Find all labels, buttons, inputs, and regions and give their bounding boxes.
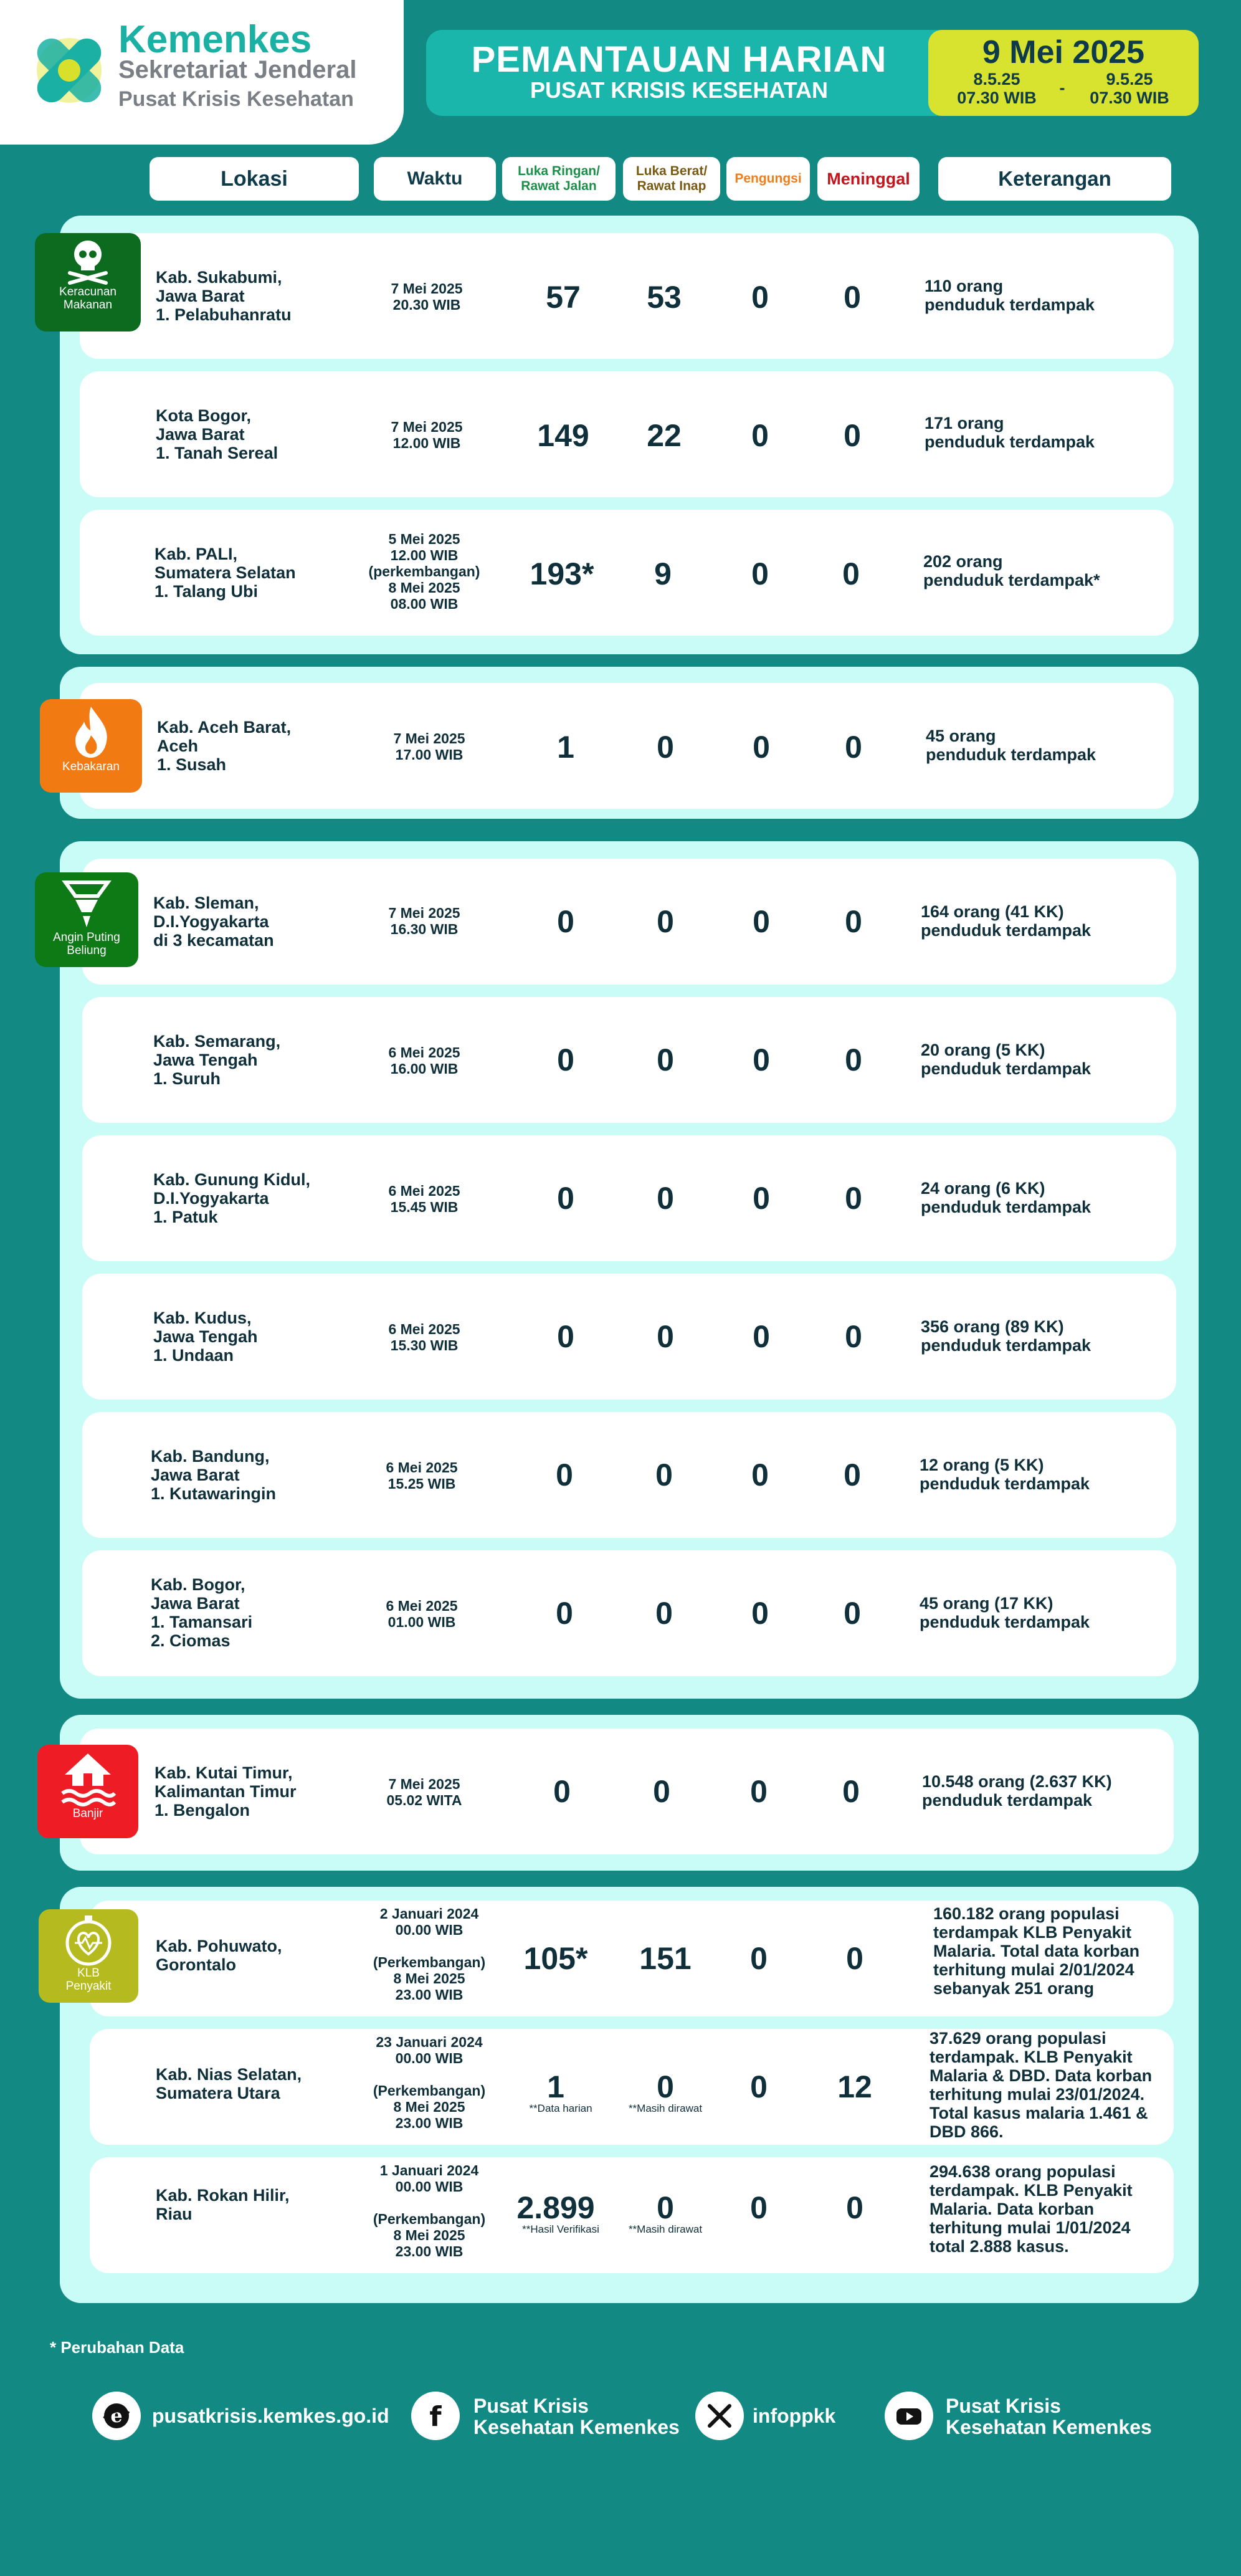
website-icon[interactable] [92, 2392, 141, 2440]
row-time: 7 Mei 2025 16.30 WIB [388, 905, 460, 937]
category-label: Keracunan Makanan [59, 285, 116, 312]
row-time: 7 Mei 2025 17.00 WIB [393, 730, 465, 763]
row-pengungsi: 0 [753, 1181, 770, 1216]
header-luka-berat: Luka Berat/ Rawat Inap [623, 157, 720, 201]
row-luka-ringan: 193* [530, 556, 594, 591]
row-luka-ringan: 1 [557, 730, 574, 765]
row-meninggal: 0 [845, 1042, 862, 1077]
row-keterangan: 45 orang penduduk terdampak [926, 727, 1096, 764]
row-meninggal: 0 [844, 1457, 861, 1492]
row-meninggal: 0 [845, 730, 862, 765]
row-location: Kota Bogor, Jawa Barat 1. Tanah Sereal [156, 406, 278, 462]
row-luka-ringan-note: **Data harian [529, 2102, 592, 2114]
row-luka-ringan: 0 [556, 1596, 573, 1631]
row-keterangan: 171 orang penduduk terdampak [925, 414, 1095, 451]
row-location: Kab. Semarang, Jawa Tengah 1. Suruh [153, 1032, 281, 1088]
row-location: Kab. Kudus, Jawa Tengah 1. Undaan [153, 1309, 258, 1365]
category-klb-penyakit [39, 1909, 138, 2003]
report-date: 9 Mei 2025 [982, 34, 1145, 70]
brand-name: Kemenkes [118, 18, 312, 61]
row-keterangan: 164 orang (41 KK) penduduk terdampak [921, 902, 1091, 940]
row-pengungsi: 0 [751, 280, 769, 315]
row-meninggal: 0 [846, 1941, 863, 1976]
row-luka-ringan: 0 [557, 1042, 574, 1077]
flood-house-icon [60, 1750, 116, 1807]
header-meninggal: Meninggal [817, 157, 920, 201]
row-luka-berat: 0 [657, 2069, 674, 2104]
row-pengungsi: 0 [753, 1042, 770, 1077]
row-luka-ringan: 0 [557, 1181, 574, 1216]
row-pengungsi: 0 [753, 1319, 770, 1354]
row-luka-berat: 0 [657, 1042, 674, 1077]
svg-text:f: f [429, 2401, 442, 2432]
footer-youtube-link[interactable]: Pusat Krisis Kesehatan Kemenkes [946, 2395, 1152, 2438]
page-title: PEMANTAUAN HARIAN [471, 39, 887, 80]
row-luka-ringan: 149 [537, 418, 589, 453]
row-pengungsi: 0 [751, 556, 769, 591]
row-meninggal: 0 [845, 1181, 862, 1216]
row-pengungsi: 0 [751, 1457, 769, 1492]
row-luka-berat: 0 [657, 730, 674, 765]
row-keterangan: 294.638 orang populasi terdampak. KLB Penyakit Malaria. Data korban terhitung mulai 1/01/2024 total 2.888 kasus. [930, 2162, 1133, 2256]
row-time: 7 Mei 2025 20.30 WIB [391, 280, 463, 313]
row-luka-ringan: 0 [557, 1319, 574, 1354]
row-time: 23 Januari 2024 00.00 WIB (Perkembangan) 8 Mei 2025 23.00 WIB [373, 2034, 486, 2131]
row-luka-ringan: 0 [556, 1457, 573, 1492]
x-icon[interactable] [695, 2392, 744, 2440]
row-luka-ringan: 2.899 [516, 2190, 595, 2225]
row-meninggal: 0 [842, 1774, 860, 1809]
category-label: KLB Penyakit [65, 1967, 112, 1993]
row-time: 5 Mei 2025 12.00 WIB (perkembangan) 8 Mei 2025 08.00 WIB [368, 531, 480, 612]
row-meninggal: 0 [842, 556, 860, 591]
row-location: Kab. Bandung, Jawa Barat 1. Kutawaringin [151, 1447, 277, 1503]
footer-facebook-link[interactable]: Pusat Krisis Kesehatan Kemenkes [473, 2395, 680, 2438]
row-luka-berat: 53 [647, 280, 682, 315]
row-location: Kab. Aceh Barat, Aceh 1. Susah [157, 718, 292, 774]
row-time: 6 Mei 2025 16.00 WIB [388, 1044, 460, 1077]
header-pengungsi: Pengungsi [726, 157, 810, 201]
row-meninggal: 0 [844, 280, 861, 315]
row-time: 6 Mei 2025 15.30 WIB [388, 1321, 460, 1353]
row-keterangan: 160.182 orang populasi terdampak KLB Penyakit Malaria. Total data korban terhitung mulai 2/01/2024 sebanyak 251 orang [933, 1904, 1140, 1998]
row-meninggal: 12 [837, 2069, 872, 2104]
row-time: 7 Mei 2025 12.00 WIB [391, 419, 463, 451]
row-luka-berat: 0 [657, 2190, 674, 2225]
tornado-icon [62, 877, 112, 931]
row-luka-berat: 0 [655, 1596, 673, 1631]
row-keterangan: 110 orang penduduk terdampak [925, 277, 1095, 314]
row-keterangan: 10.548 orang (2.637 KK) penduduk terdampak [922, 1772, 1112, 1810]
row-time: 6 Mei 2025 15.45 WIB [388, 1183, 460, 1215]
footnote: * Perubahan Data [50, 2338, 184, 2357]
row-location: Kab. Pohuwato, Gorontalo [156, 1937, 282, 1974]
header-luka-ringan: Luka Ringan/ Rawat Jalan [502, 157, 616, 201]
row-luka-berat: 9 [654, 556, 672, 591]
header-keterangan: Keterangan [938, 157, 1171, 201]
row-luka-berat: 22 [647, 418, 682, 453]
row-keterangan: 37.629 orang populasi terdampak. KLB Penyakit Malaria & DBD. Data korban terhitung mulai 23/01/2024. Total kasus malaria 1.461 & DBD 866. [930, 2029, 1153, 2141]
svg-text:e: e [110, 2405, 123, 2427]
row-luka-ringan: 1 [547, 2069, 564, 2104]
kemenkes-logo-icon [22, 24, 116, 117]
category-label: Angin Puting Beliung [53, 931, 120, 957]
row-meninggal: 0 [845, 1319, 862, 1354]
category-kebakaran [40, 699, 142, 793]
footer-x-link[interactable]: infoppkk [753, 2405, 836, 2427]
category-angin-puting-beliung [35, 872, 138, 967]
row-pengungsi: 0 [750, 2190, 768, 2225]
row-luka-berat-note: **Masih dirawat [628, 2223, 703, 2235]
row-pengungsi: 0 [750, 2069, 768, 2104]
row-location: Kab. Sukabumi, Jawa Barat 1. Pelabuhanratu [156, 268, 292, 324]
row-luka-ringan-note: **Hasil Verifikasi [522, 2223, 599, 2235]
row-keterangan: 45 orang (17 KK) penduduk terdampak [920, 1594, 1090, 1631]
date-from: 8.5.25 07.30 WIB [957, 70, 1037, 107]
date-separator: - [1059, 79, 1065, 97]
row-pengungsi: 0 [753, 904, 770, 939]
row-meninggal: 0 [845, 904, 862, 939]
category-keracunan-makanan [35, 233, 141, 332]
row-meninggal: 0 [844, 418, 861, 453]
footer-website-link[interactable]: pusatkrisis.kemkes.go.id [152, 2405, 389, 2427]
row-pengungsi: 0 [751, 418, 769, 453]
category-label: Kebakaran [62, 760, 120, 773]
category-label: Banjir [72, 1807, 103, 1820]
row-time: 6 Mei 2025 01.00 WIB [386, 1598, 458, 1630]
row-keterangan: 202 orang penduduk terdampak* [923, 552, 1100, 589]
row-pengungsi: 0 [751, 1596, 769, 1631]
header-lokasi: Lokasi [150, 157, 359, 201]
row-location: Kab. Bogor, Jawa Barat 1. Tamansari 2. Ciomas [151, 1575, 253, 1650]
row-keterangan: 356 orang (89 KK) penduduk terdampak [921, 1317, 1091, 1355]
row-pengungsi: 0 [750, 1941, 768, 1976]
row-pengungsi: 0 [750, 1774, 768, 1809]
row-meninggal: 0 [846, 2190, 863, 2225]
date-to: 9.5.25 07.30 WIB [1090, 70, 1169, 107]
row-luka-berat: 0 [657, 904, 674, 939]
row-location: Kab. Sleman, D.I.Yogyakarta di 3 kecamatan [153, 894, 274, 950]
row-luka-berat: 0 [653, 1774, 670, 1809]
row-luka-berat-note: **Masih dirawat [628, 2102, 703, 2114]
page-subtitle: PUSAT KRISIS KESEHATAN [530, 77, 829, 103]
row-luka-ringan: 57 [546, 280, 581, 315]
brand-subtitle-2: Pusat Krisis Kesehatan [118, 87, 354, 111]
row-luka-berat: 151 [639, 1941, 692, 1976]
row-luka-ringan: 0 [557, 904, 574, 939]
facebook-icon[interactable] [411, 2392, 460, 2440]
row-luka-ringan: 105* [523, 1941, 588, 1976]
row-pengungsi: 0 [753, 730, 770, 765]
row-luka-berat: 0 [657, 1181, 674, 1216]
row-luka-berat: 0 [655, 1457, 673, 1492]
row-keterangan: 20 orang (5 KK) penduduk terdampak [921, 1041, 1091, 1078]
row-location: Kab. Nias Selatan, Sumatera Utara [156, 2065, 302, 2102]
heart-monitor-icon [64, 1914, 113, 1967]
youtube-icon[interactable] [885, 2392, 933, 2440]
row-location: Kab. Rokan Hilir, Riau [156, 2186, 290, 2223]
row-location: Kab. PALI, Sumatera Selatan 1. Talang Ubi [155, 545, 296, 601]
skull-icon [66, 238, 110, 285]
row-luka-ringan: 0 [553, 1774, 571, 1809]
row-time: 6 Mei 2025 15.25 WIB [386, 1459, 458, 1492]
header-waktu: Waktu [374, 157, 496, 201]
row-keterangan: 12 orang (5 KK) penduduk terdampak [920, 1456, 1090, 1493]
brand-subtitle: Sekretariat Jenderal [118, 56, 357, 83]
category-banjir [37, 1745, 138, 1838]
fire-icon [69, 704, 113, 760]
row-luka-berat: 0 [657, 1319, 674, 1354]
row-time: 1 Januari 2024 00.00 WIB (Perkembangan) 8 Mei 2025 23.00 WIB [373, 2162, 486, 2259]
row-location: Kab. Gunung Kidul, D.I.Yogyakarta 1. Patuk [153, 1170, 310, 1226]
row-time: 2 Januari 2024 00.00 WIB (Perkembangan) 8 Mei 2025 23.00 WIB [373, 1906, 486, 2003]
row-time: 7 Mei 2025 05.02 WITA [386, 1776, 462, 1808]
row-meninggal: 0 [844, 1596, 861, 1631]
row-location: Kab. Kutai Timur, Kalimantan Timur 1. Bengalon [155, 1763, 297, 1820]
row-keterangan: 24 orang (6 KK) penduduk terdampak [921, 1179, 1091, 1216]
